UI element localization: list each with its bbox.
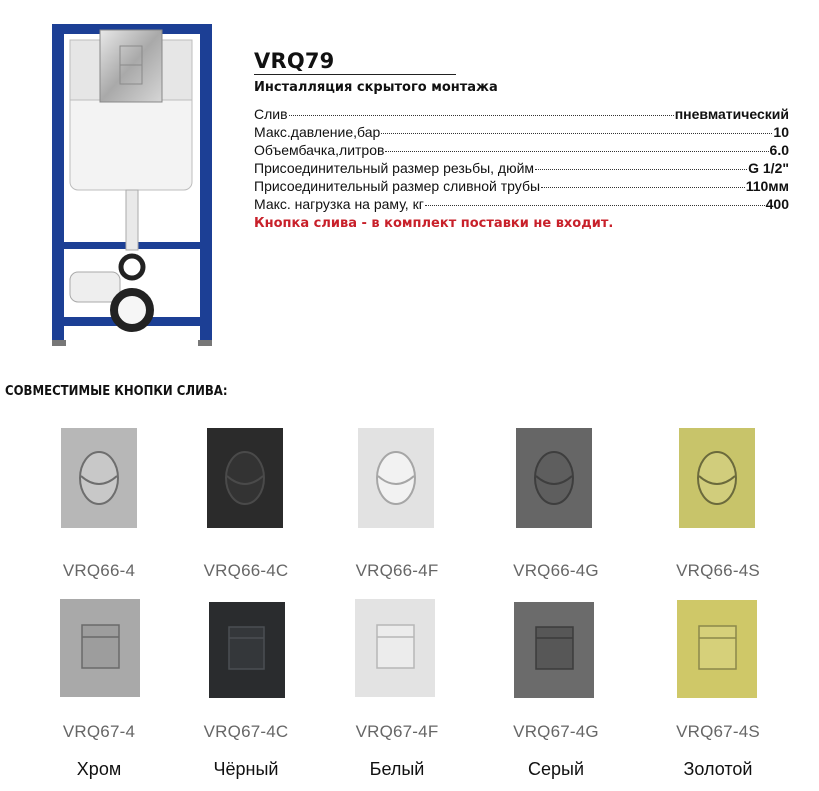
spec-value: G 1/2" [748,160,789,176]
product-code: VRQ66-4F [355,561,439,580]
product-subtitle: Инсталляция скрытого монтажа [254,80,498,95]
leader-dots [535,169,747,170]
spec-row [254,178,789,196]
spec-label: Объембачка,литров [254,142,385,158]
product-code: VRQ67-4G [513,722,599,741]
product-code: VRQ67-4 [62,722,136,741]
leader-dots [541,187,745,188]
spec-list [254,106,789,231]
product-code: VRQ66-4C [203,561,289,580]
flush-plate-rect-black [209,602,285,698]
spec-value: 400 [765,196,789,212]
product-code: VRQ66-4 [62,561,136,580]
flush-plate-oval-white [358,428,434,528]
finish-name: Белый [369,759,425,779]
flush-plate-oval-grey [516,428,592,528]
installation-frame-image [50,22,220,352]
spec-row [254,106,789,124]
spec-value: 110мм [745,178,789,194]
spec-value: 10 [773,124,789,140]
product-code: VRQ66-4S [676,561,760,580]
product-code: VRQ67-4S [676,722,760,741]
spec-value: пневматический [674,106,789,122]
delivery-note: Кнопка слива - в комплект поставки не входит. [254,216,614,231]
finish-name: Чёрный [213,759,279,779]
finish-name: Золотой [683,759,753,779]
flush-plate-rect-white [355,599,435,697]
product-code: VRQ67-4C [203,722,289,741]
model-title: VRQ79 [254,49,335,73]
finish-name: Хром [76,759,122,779]
leader-dots [425,205,765,206]
spec-label: Присоединительный размер сливной трубы [254,178,541,194]
spec-row [254,196,789,214]
product-code: VRQ66-4G [513,561,599,580]
spec-label: Макс.давление,бар [254,124,381,140]
spec-row [254,160,789,178]
flush-plate-oval-chrome [61,428,137,528]
flush-plate-oval-gold [679,428,755,528]
leader-dots [381,133,772,134]
spec-label: Присоединительный размер резьбы, дюйм [254,160,535,176]
finish-name: Серый [527,759,584,779]
spec-label: Макс. нагрузка на раму, кг [254,196,424,212]
spec-row [254,142,789,160]
leader-dots [289,115,674,116]
spec-label: Слив [254,106,288,122]
spec-value: 6.0 [769,142,789,158]
compatible-buttons-heading: СОВМЕСТИМЫЕ КНОПКИ СЛИВА: [5,384,228,399]
spec-row [254,124,789,142]
product-code: VRQ67-4F [355,722,439,741]
flush-plate-rect-gold [677,600,757,698]
leader-dots [385,151,768,152]
title-underline [254,74,456,75]
flush-plate-rect-grey [514,602,594,698]
flush-plate-rect-chrome [60,599,140,697]
flush-plate-oval-black [207,428,283,528]
